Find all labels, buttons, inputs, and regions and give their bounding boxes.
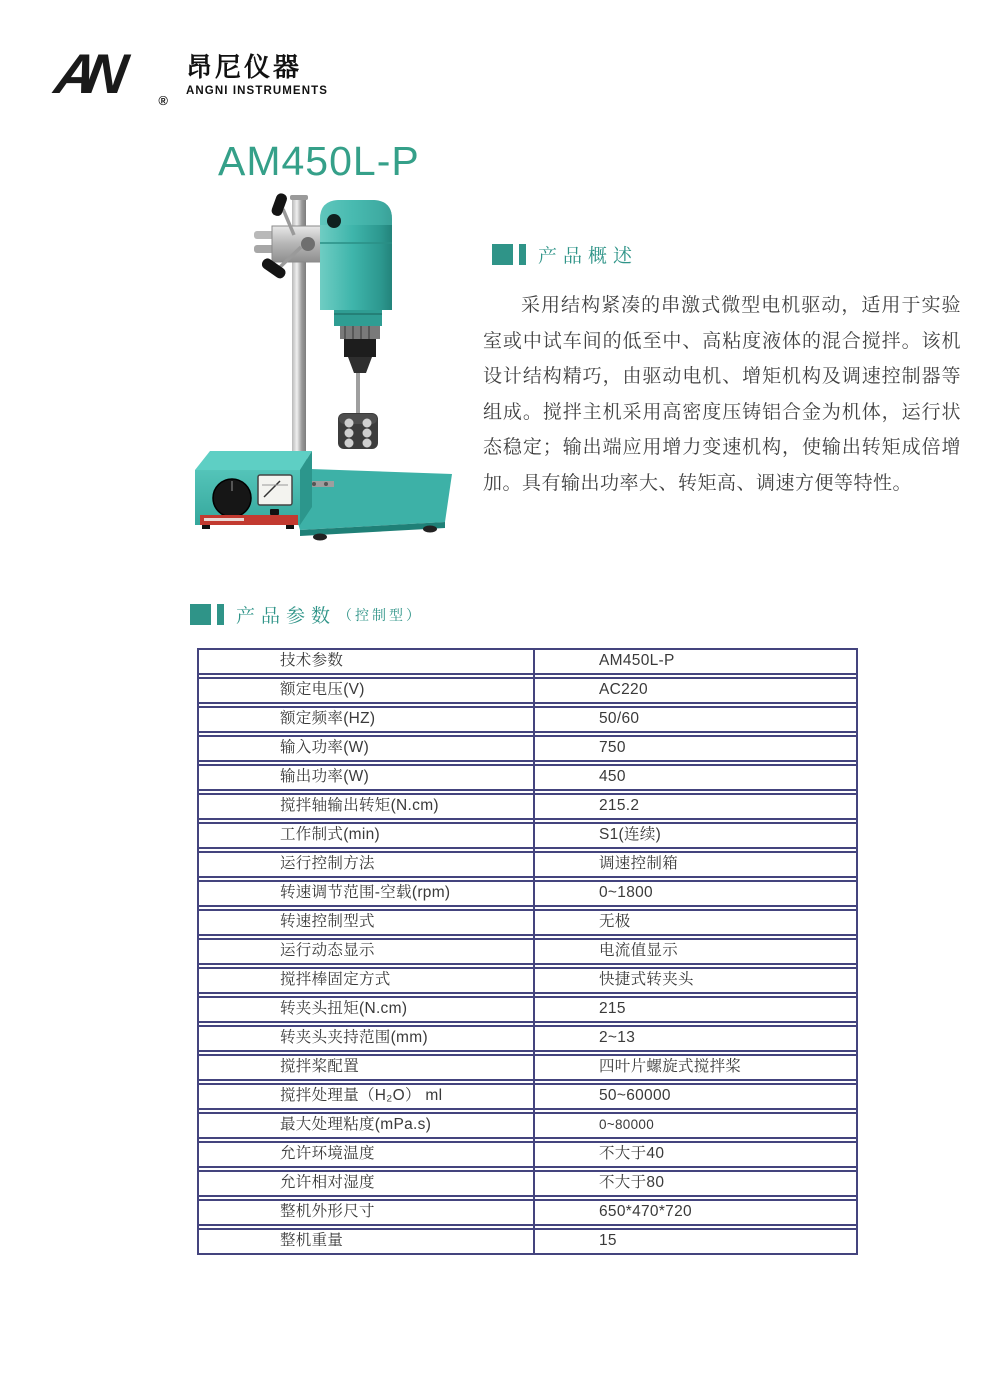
table-row <box>199 1199 856 1226</box>
motor-head <box>320 200 392 326</box>
speed-control-box <box>195 451 312 529</box>
table-row <box>199 1170 856 1197</box>
overview-paragraph: 采用结构紧凑的串激式微型电机驱动，适用于实验室或中试车间的低至中、高粘度液体的混合搅拌。该机设计结构精巧，由驱动电机、增矩机构及调速控制器等组成。搅拌主机采用高密度压铸铝合金为机体，运行状态稳定；输出端应用增力变速机构，使输出转矩成倍增加。具有输出功率大、转矩高、调速方便等特性。 <box>483 295 961 494</box>
param-value: 调速控制箱 <box>599 855 679 872</box>
drill-chuck <box>340 326 380 373</box>
param-name: 工作制式(min) <box>280 826 380 843</box>
param-name: 输出功率(W) <box>280 768 370 785</box>
table-row <box>199 1228 856 1255</box>
param-value: AM450L-P <box>599 652 675 669</box>
param-value: 四叶片螺旋式搅拌桨 <box>599 1058 742 1075</box>
table-row <box>199 1083 856 1110</box>
param-value: 50/60 <box>599 710 640 727</box>
page-title: AM450L-P <box>218 138 420 184</box>
brand-logo-icon <box>50 42 176 108</box>
param-name: 搅拌棒固定方式 <box>280 971 391 988</box>
param-name: 搅拌桨配置 <box>280 1058 360 1075</box>
overview-heading-text: 产品概述 <box>538 246 639 267</box>
power-switch <box>270 509 279 515</box>
param-value: 215 <box>599 1000 626 1017</box>
param-value: 215.2 <box>599 797 640 814</box>
table-row <box>199 822 856 849</box>
param-name: 整机外形尺寸 <box>280 1203 375 1220</box>
registered-trademark-symbol: ® <box>158 93 168 108</box>
section-bar-icon <box>519 244 526 265</box>
param-value: 快捷式转夹头 <box>599 971 694 988</box>
param-value: S1(连续) <box>599 826 662 843</box>
stirring-paddle <box>338 413 378 449</box>
table-row <box>199 880 856 907</box>
table-row <box>199 938 856 965</box>
table-row <box>199 1054 856 1081</box>
brand-logo <box>50 42 329 108</box>
param-name: 运行动态显示 <box>280 942 375 959</box>
param-value: 不大于40 <box>599 1145 665 1162</box>
logo-an-mark: AN <box>50 42 123 105</box>
table-row <box>199 909 856 936</box>
param-name: 转夹头扭矩(N.cm) <box>280 1000 408 1017</box>
stirring-shaft <box>356 373 360 415</box>
param-name: 运行控制方法 <box>280 855 375 872</box>
table-row <box>199 1025 856 1052</box>
param-name: 搅拌处理量（H₂O） ml <box>280 1087 443 1104</box>
overhead-stirrer-illustration <box>168 185 468 570</box>
spec-table <box>197 648 858 1255</box>
param-value: 0~80000 <box>599 1117 655 1132</box>
table-row <box>199 793 856 820</box>
param-value: AC220 <box>599 681 648 698</box>
motor-vent <box>327 214 341 228</box>
param-name: 技术参数 <box>280 652 344 669</box>
table-row <box>199 648 856 675</box>
param-value: 2~13 <box>599 1029 636 1046</box>
table-row <box>199 996 856 1023</box>
brand-name-cn: 昂尼仪器 <box>186 52 303 82</box>
param-name: 额定电压(V) <box>280 681 365 698</box>
product-image <box>168 185 468 570</box>
param-value: 电流值显示 <box>599 942 679 959</box>
param-name: 整机重量 <box>280 1232 344 1249</box>
param-name: 转速控制型式 <box>280 913 375 930</box>
params-heading-text: 产品参数 <box>236 606 337 627</box>
param-value: 450 <box>599 768 626 785</box>
table-row <box>199 1141 856 1168</box>
param-value: 50~60000 <box>599 1087 671 1104</box>
section-square-icon <box>492 244 513 265</box>
param-name: 额定频率(HZ) <box>280 710 376 727</box>
param-value: 不大于80 <box>599 1174 665 1191</box>
params-heading <box>190 601 423 628</box>
param-name: 转夹头夹持范围(mm) <box>280 1029 428 1046</box>
table-row <box>199 764 856 791</box>
table-row <box>199 677 856 704</box>
param-value: 15 <box>599 1232 617 1249</box>
param-name: 搅拌轴输出转矩(N.cm) <box>280 797 439 814</box>
param-name: 允许环境温度 <box>280 1145 375 1162</box>
param-value: 无极 <box>599 913 631 930</box>
table-row <box>199 967 856 994</box>
param-value: 650*470*720 <box>599 1203 692 1220</box>
param-name: 转速调节范围-空载(rpm) <box>280 884 451 901</box>
section-square-icon <box>190 604 211 625</box>
param-name: 允许相对湿度 <box>280 1174 375 1191</box>
current-meter <box>258 475 292 505</box>
brand-name-en: ANGNI INSTRUMENTS <box>186 85 329 97</box>
brand-name-block <box>186 48 328 97</box>
overview-section <box>483 241 961 501</box>
params-heading-note: （控制型） <box>338 606 424 623</box>
table-row <box>199 735 856 762</box>
table-row <box>199 1112 856 1139</box>
table-row <box>199 851 856 878</box>
table-column-divider <box>533 648 535 1253</box>
overview-heading <box>492 241 961 268</box>
section-bar-icon <box>217 604 224 625</box>
table-row <box>199 706 856 733</box>
param-value: 0~1800 <box>599 884 653 901</box>
param-value: 750 <box>599 739 626 756</box>
param-name: 输入功率(W) <box>280 739 370 756</box>
param-name: 最大处理粘度(mPa.s) <box>280 1116 432 1133</box>
